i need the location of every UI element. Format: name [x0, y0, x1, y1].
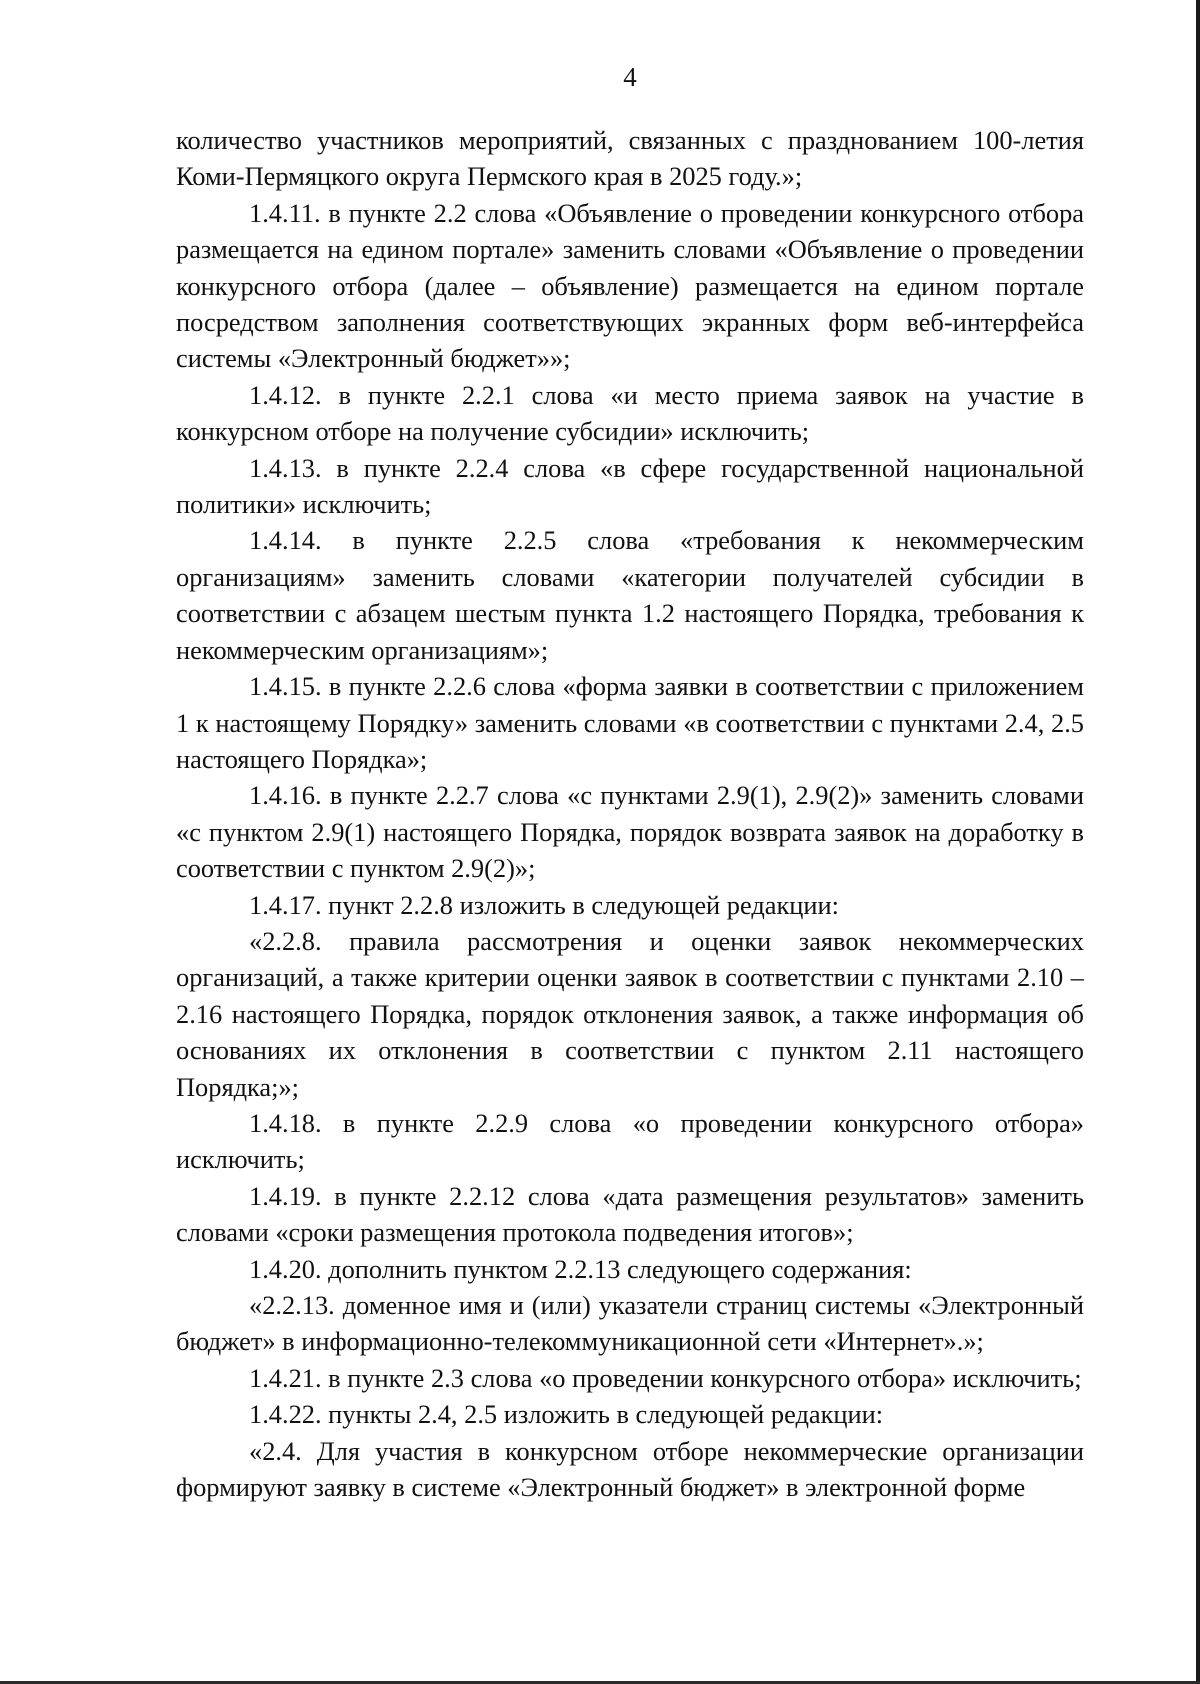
paragraph-2-2-13-quote: «2.2.13. доменное имя и (или) указатели страниц системы «Электронный бюджет» в информационно-телекоммуникационной сети «Интернет».»; [176, 1290, 1084, 1357]
document-body [176, 122, 1084, 1505]
page-number: 4 [623, 62, 637, 92]
paragraph-1-4-16: 1.4.16. в пункте 2.2.7 слова «с пунктами 2.9(1), 2.9(2)» заменить словами «с пунктом 2.9(1) настоящего Порядка, порядок возврата заявок на доработку в соответствии с пунктом 2.9(2)»; [176, 780, 1084, 884]
paragraph-1-4-15: 1.4.15. в пункте 2.2.6 слова «форма заявки в соответствии с приложением 1 к настоящему Порядку» заменить словами «в соответствии с пунктами 2.4, 2.5 настоящего Порядка»; [176, 671, 1084, 774]
paragraph-1-4-21: 1.4.21. в пункте 2.3 слова «о проведении конкурсного отбора» исключить; [249, 1362, 1082, 1393]
paragraph-1-4-22: 1.4.22. пункты 2.4, 2.5 изложить в следующей редакции: [249, 1399, 884, 1430]
paragraph-1-4-20: 1.4.20. дополнить пунктом 2.2.13 следующего содержания: [249, 1253, 912, 1284]
paragraph-1-4-14: 1.4.14. в пункте 2.2.5 слова «требования к некоммерческим организациям» заменить словами «категории получателей субсидии в соответствии с абзацем шестым пункта 1.2 настоящего Порядка, требования к некоммерческим организациям»; [176, 525, 1084, 665]
scan-edge-right [1196, 0, 1200, 1684]
paragraph-1-4-12: 1.4.12. в пункте 2.2.1 слова «и место приема заявок на участие в конкурсном отборе на получение субсидии» исключить; [176, 379, 1084, 447]
paragraph-2-2-8-quote: «2.2.8. правила рассмотрения и оценки заявок некоммерческих организаций, а также критерии оценки заявок в соответствии с пунктами 2.10 – 2.16 настоящего Порядка, порядок отклонения заявок, а также информация об основаниях их отклонения в соответствии с пунктом 2.11 настоящего Порядка;»; [176, 925, 1084, 1102]
paragraph-2-4-quote: «2.4. Для участия в конкурсном отборе некоммерческие организации формируют заявку в системе «Электронный бюджет» в электронной форме [176, 1435, 1084, 1503]
paragraph-1-4-19: 1.4.19. в пункте 2.2.12 слова «дата размещения результатов» заменить словами «сроки размещения протокола подведения итогов»; [176, 1180, 1084, 1248]
paragraph-1: количество участников мероприятий, связанных с празднованием 100-летия Коми-Пермяцкого округа Пермского края в 2025 году.»; [176, 125, 1084, 192]
paragraph-1-4-17: 1.4.17. пункт 2.2.8 изложить в следующей редакции: [249, 889, 840, 920]
paragraph-1-4-13: 1.4.13. в пункте 2.2.4 слова «в сфере государственной национальной политики» исключить; [176, 452, 1084, 520]
paragraph-1-4-18: 1.4.18. в пункте 2.2.9 слова «о проведении конкурсного отбора» исключить; [176, 1107, 1084, 1175]
paragraph-1-4-11: 1.4.11. в пункте 2.2 слова «Объявление о проведении конкурсного отбора размещается на едином портале» заменить словами «Объявление о проведении конкурсного отбора (далее – объявление) размещается на едином портале посредством заполнения соответствующих экранных форм веб-интерфейса системы «Электронный бюджет»»; [176, 197, 1084, 374]
